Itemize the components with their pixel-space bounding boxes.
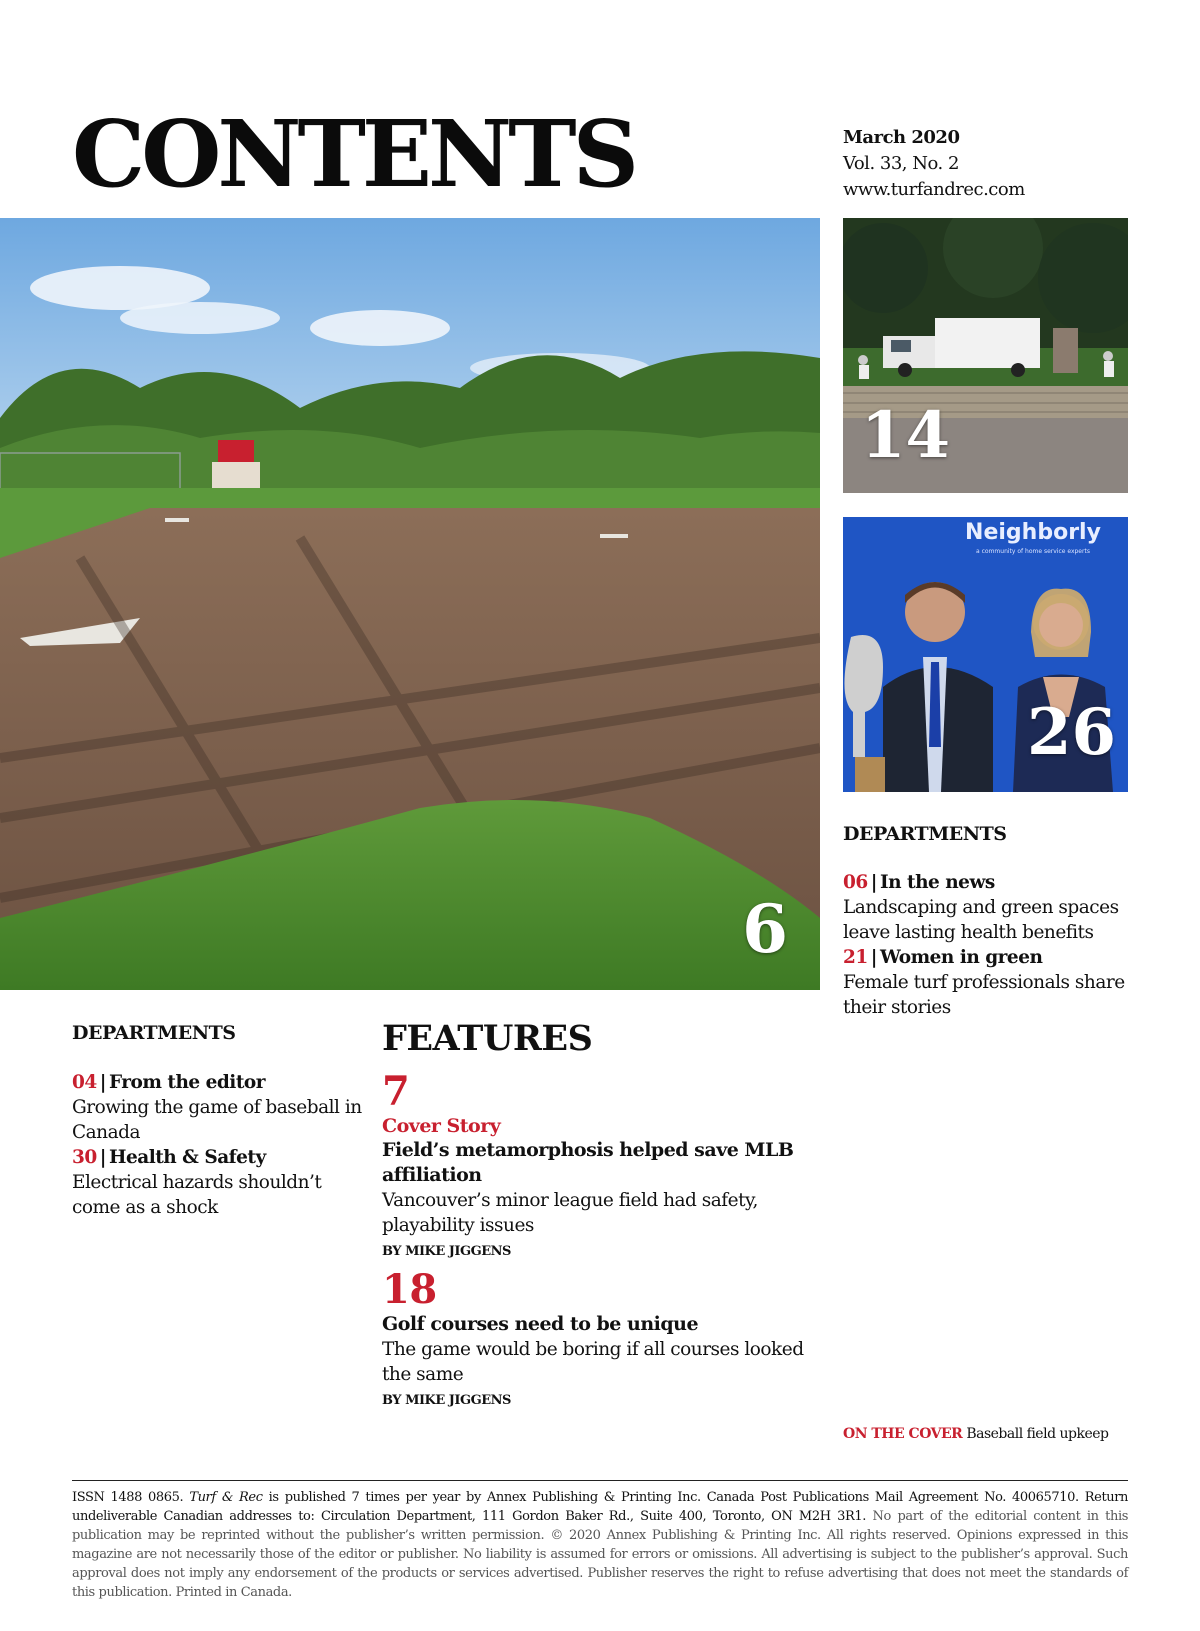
departments-list-left: [72, 1070, 362, 1220]
issue-info: [843, 125, 1025, 203]
on-the-cover-caption: [843, 1426, 1108, 1442]
feature-byline: BY MIKE JIGGENS: [382, 1244, 511, 1259]
department-description: Landscaping and green spaces leave lasting health benefits: [843, 897, 1119, 943]
feature-page-number: 7: [382, 1068, 410, 1115]
publication-fineprint: [72, 1488, 1128, 1602]
thumbnail-landscaping-truck[interactable]: [843, 218, 1128, 493]
department-item[interactable]: 06 | In the news Landscaping and green spaces leave lasting health benefits: [843, 870, 1128, 945]
issn: ISSN 1488 0865.: [72, 1490, 184, 1505]
on-the-cover-label: ON THE COVER: [843, 1426, 963, 1442]
department-description: Electrical hazards shouldn’t come as a shock: [72, 1172, 322, 1218]
departments-list-right: [843, 870, 1128, 1020]
department-title: Health & Safety: [108, 1147, 266, 1168]
departments-heading-left: DEPARTMENTS: [72, 1022, 236, 1044]
department-item[interactable]: 30 | Health & Safety Electrical hazards shouldn’t come as a shock: [72, 1145, 362, 1220]
feature-kicker: Cover Story: [382, 1115, 501, 1137]
department-description: Female turf professionals share their stories: [843, 972, 1125, 1018]
thumb26-page-number: 26: [1026, 695, 1116, 770]
department-page-number: 06: [843, 872, 868, 893]
thumbnail-award-photo[interactable]: [843, 517, 1128, 792]
sign-subtext: a community of home service experts: [976, 548, 1090, 555]
thumb14-page-number: 14: [861, 398, 951, 473]
page-title: CONTENTS: [72, 100, 636, 208]
issue-volume: Vol. 33, No. 2: [843, 153, 959, 174]
footer-divider: [72, 1480, 1128, 1481]
magazine-name: Turf & Rec: [189, 1490, 263, 1505]
department-item[interactable]: 04 | From the editor Growing the game of baseball in Canada: [72, 1072, 362, 1143]
feature-description: Vancouver’s minor league field had safety, playability issues: [382, 1190, 758, 1236]
sign-text: Neighborly: [965, 520, 1101, 545]
cover-photo-baseball-field[interactable]: [0, 218, 820, 990]
publication-notice: is published 7 times per year by Annex Publishing & Printing Inc. Canada Post Publications Mail Agreement No. 40065710. Return undeliverable Canadian addresses to: Circulation Department, 111 Gordon Baker Rd., Suite 400, Toronto, ON M2H 3R1.: [72, 1490, 1129, 1524]
rights-notice: No part of the editorial content in this publication may be reprinted without the publisher’s written permission. © 2020 Annex Publishing & Printing Inc. All rights reserved. Opinions expressed in this magazine are not necessarily those of the editor or publisher. No liability is assumed for errors or omissions. All advertising is subject to the publisher’s approval. Such approval does not imply any endorsement of the products or services advertised. Publisher reserves the right to refuse advertising that does not meet the standards of this publication. Printed in Canada.: [72, 1509, 1128, 1600]
department-title: In the news: [879, 872, 995, 893]
cover-page-number: 6: [742, 890, 788, 968]
feature-title: Golf courses need to be unique: [382, 1313, 699, 1335]
feature-item[interactable]: [382, 1070, 822, 1263]
departments-heading-right: DEPARTMENTS: [843, 823, 1007, 845]
baseball-field-illustration: [0, 218, 820, 990]
feature-byline: BY MIKE JIGGENS: [382, 1393, 511, 1408]
website-link[interactable]: www.turfandrec.com: [843, 179, 1025, 200]
feature-title: Field’s metamorphosis helped save MLB affiliation: [382, 1139, 794, 1186]
department-title: From the editor: [108, 1072, 265, 1093]
department-page-number: 04: [72, 1072, 97, 1093]
issue-date: March 2020: [843, 127, 960, 148]
on-the-cover-text: Baseball field upkeep: [966, 1426, 1109, 1442]
department-description: Growing the game of baseball in Canada: [72, 1097, 362, 1143]
features-heading: FEATURES: [382, 1018, 593, 1059]
department-page-number: 21: [843, 947, 868, 968]
feature-page-number: 18: [382, 1266, 437, 1313]
feature-item[interactable]: [382, 1268, 822, 1412]
department-page-number: 30: [72, 1147, 97, 1168]
feature-description: The game would be boring if all courses looked the same: [382, 1339, 804, 1385]
department-title: Women in green: [879, 947, 1043, 968]
department-item[interactable]: 21 | Women in green Female turf professionals share their stories: [843, 945, 1128, 1020]
